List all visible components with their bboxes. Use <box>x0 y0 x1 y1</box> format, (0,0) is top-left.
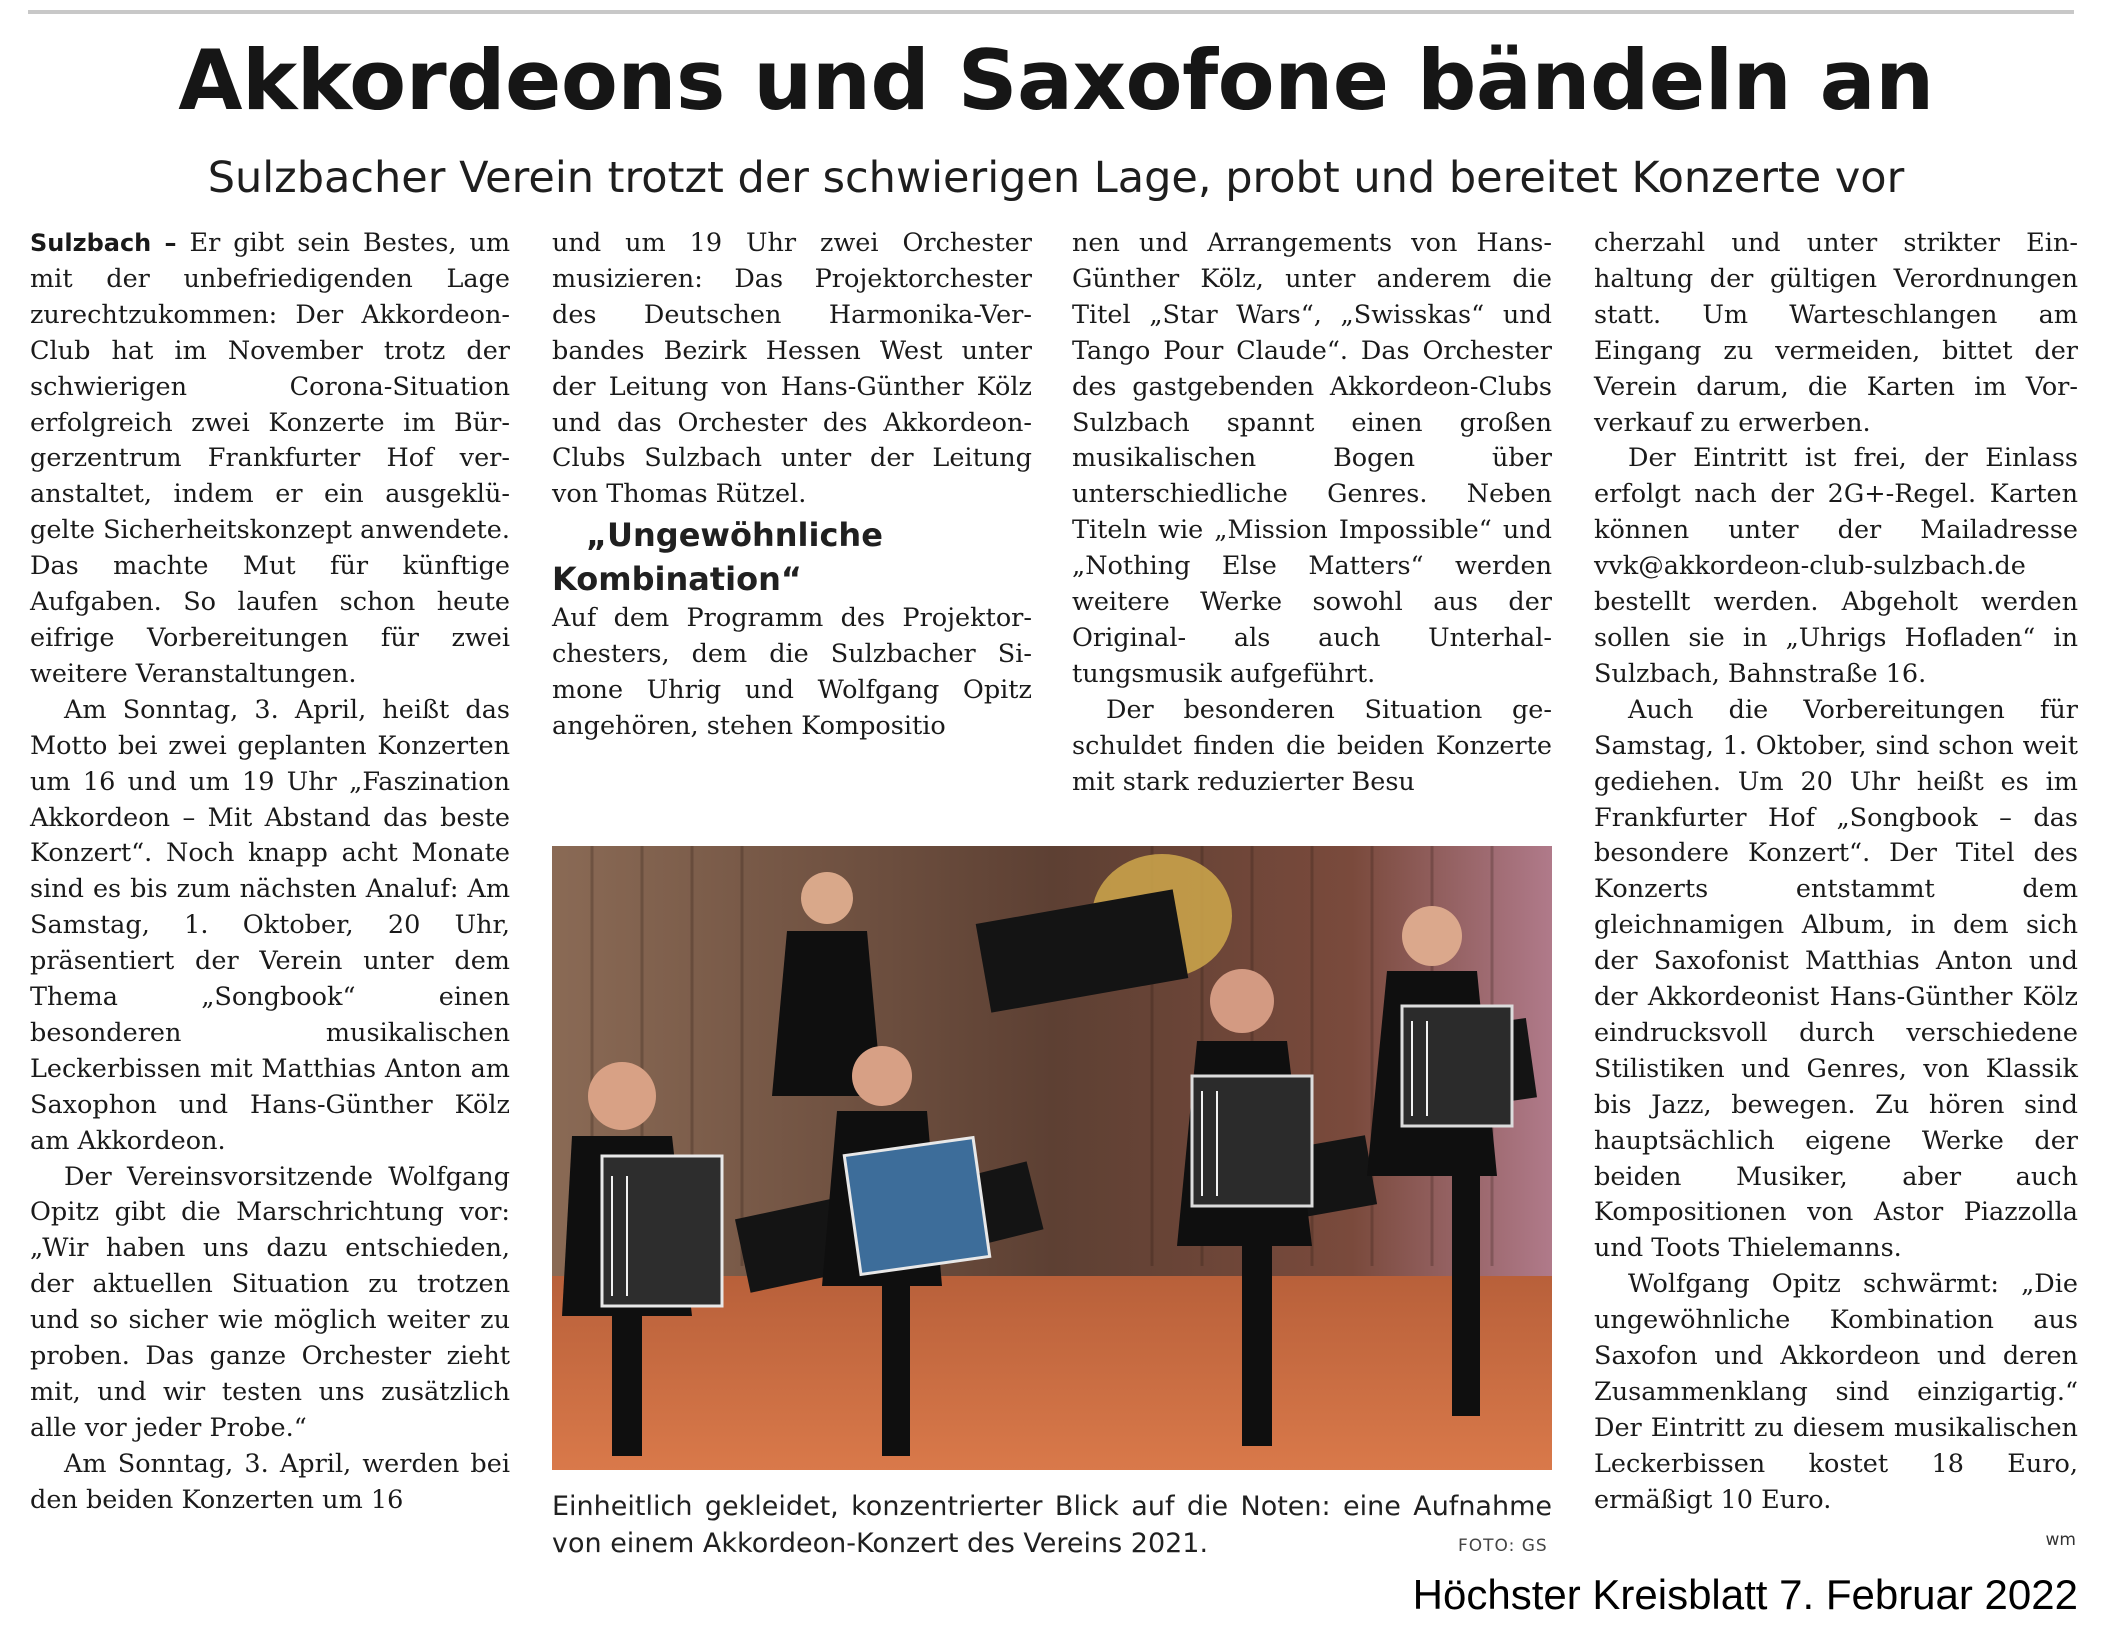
paragraph: nen und Arrangements von Hans-Günther Kölz, unter anderem die Titel „Star Wars“, „Swisskas“ und Tango Pour Claude“. Das Orchester des gastgebenden Akkordeon-Clubs Sulzbach spannt einen großen musikalischen Bogen über unterschiedliche Genres. Neben Titeln wie „Mission Impossible“ und „Nothing Else Matters“ werden weitere Werke sowohl aus der Original- als auch Unterhaltungsmusik aufgeführt. <box>1072 228 1552 689</box>
paragraph: Der besonderen Situation geschuldet finden die beiden Konzerte mit stark reduzierter Besu <box>1072 694 1552 797</box>
concert-photo <box>552 846 1552 1470</box>
paragraph <box>30 226 510 693</box>
paragraph: Der Vereinsvorsitzende Wolfgang Opitz gibt die Marschrichtung vor: „Wir haben uns dazu entschieden, der aktuellen Situation zu trotzen und so sicher wie möglich weiter zu proben. Das ganze Orchester zieht mit, und wir testen uns zusätzlich alle vor jeder Probe.“ <box>30 1161 510 1443</box>
caption-text: Einheitlich gekleidet, konzentrierter Blick auf die Noten: eine Aufnahme von einem Akkordeon-Konzert des Vereins 2021. <box>552 1491 1552 1559</box>
top-rule <box>28 10 2074 14</box>
paragraph-text: Er gibt sein Bestes, um mit der unbefriedigenden Lage zurechtzukommen: Der Akkordeon-Club hat im November trotz der schwierigen Corona-Situation erfolgreich zwei Konzerte im Bürgerzentrum Frankfurter Hof veranstaltet, indem er ein ausgeklügelte Sicherheitskonzept anwendete. Das machte Mut für künftige Aufgaben. So laufen schon heute eifrige Vorbereitungen für zwei weitere Veranstaltungen. <box>30 228 511 689</box>
paragraph: Wolfgang Opitz schwärmt: „Die ungewöhnliche Kombination aus Saxofon und Akkordeon und deren Zusammenklang sind einzigartig.“ Der Eintritt zu diesem musikalischen Leckerbissen kostet 18 Euro, ermäßigt 10 Euro. <box>1594 1269 2078 1515</box>
headline: Akkordeons und Saxofone bändeln an <box>178 32 1934 129</box>
article-column-1 <box>30 226 510 1556</box>
article-column-2 <box>552 226 1032 786</box>
concert-photo-illustration <box>552 846 1552 1470</box>
paragraph: Am Sonntag, 3. April, werden bei den beiden Konzerten um 16 <box>30 1448 510 1515</box>
paragraph: cherzahl und unter strikter Einhaltung der gültigen Verordnungen statt. Um Warteschlangen am Eingang zu vermeiden, bittet der Verein darum, die Karten im Vorverkauf zu erwerben. <box>1594 228 2078 438</box>
article-column-4 <box>1594 226 2078 1556</box>
author-initials: wm <box>2045 1530 2076 1550</box>
photo-credit: FOTO: GS <box>1458 1536 1548 1556</box>
section-subhead: „Ungewöhnliche Kombination“ <box>552 516 883 599</box>
dateline: Sulzbach – <box>30 229 177 257</box>
photo-caption <box>552 1488 1552 1562</box>
paragraph: Der Eintritt ist frei, der Einlass erfolgt nach der 2G+-Regel. Karten können unter der Mailadresse vvk@akkordeon-club-sulzbach.de bestellt werden. Abgeholt werden sollen sie in „Uhrigs Hofladen“ in Sulzbach, Bahnstraße 16. <box>1594 443 2078 689</box>
paragraph: Auch die Vorbereitungen für Samstag, 1. Oktober, sind schon weit gediehen. Um 20 Uhr heißt es im Frankfurter Hof „Songbook – das besondere Konzert“. Der Titel des Konzerts entstammt dem gleichnamigen Album, in dem sich der Saxofonist Matthias Anton und der Akkordeonist Hans-Günther Kölz eindrucksvoll durch verschiedene Stilistiken und Genres, von Klassik bis Jazz, bewegen. Zu hören sind hauptsächlich eigene Werke der beiden Musiker, aber auch Kompositionen von Astor Piazzolla und Toots Thielemanns. <box>1594 694 2078 1264</box>
paragraph: und um 19 Uhr zwei Orchester musizieren: Das Projektorchester des Deutschen Harmonika-Verbandes Bezirk Hessen West unter der Leitung von Hans-Günther Kölz und das Orchester des Akkordeon-Clubs Sulzbach unter der Leitung von Thomas Rützel. <box>552 228 1032 510</box>
paragraph: Am Sonntag, 3. April, heißt das Motto bei zwei geplanten Konzerten um 16 und um 19 Uhr „Faszination Akkordeon – Mit Abstand das beste Konzert“. Noch knapp acht Monate sind es bis zum nächsten Analuf: Am Samstag, 1. Oktober, 20 Uhr, präsentiert der Verein unter dem Thema „Songbook“ einen besonderen musikalischen Leckerbissen mit Matthias Anton am Saxophon und Hans-Günther Kölz am Akkordeon. <box>30 694 510 1156</box>
subheadline: Sulzbacher Verein trotzt der schwierigen Lage, probt und bereitet Konzerte vor <box>207 153 1905 203</box>
source-line: Höchster Kreisblatt 7. Februar 2022 <box>1412 1571 2078 1618</box>
article-column-3 <box>1072 226 1552 797</box>
paragraph: Auf dem Programm des Projektorchesters, dem die Sulzbacher Simone Uhrig und Wolfgang Opitz angehören, stehen Kompositio <box>552 603 1032 741</box>
